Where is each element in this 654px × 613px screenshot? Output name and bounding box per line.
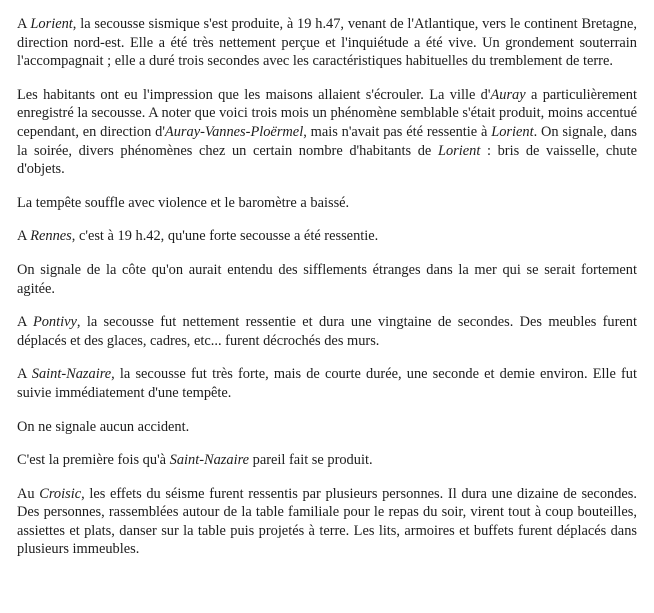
place-name: Rennes [30,228,72,245]
place-name: Saint-Nazaire [169,452,250,469]
text-run: pareil fait se produit. [249,452,373,469]
place-name: Lorient [437,142,481,159]
text-run: , c'est à 19 h.42, qu'une forte secousse a été ressentie. [71,228,379,245]
paragraph-aucun-accident [17,418,637,437]
text-run: . On signale, dans la soirée, divers phénomènes chez un certain nombre d'habitants de [17,123,637,159]
document-body [17,15,637,574]
place-name: Croisic [39,485,82,502]
text-run: Au [17,485,40,502]
paragraph-lorient [17,15,637,71]
text-run: , la secousse fut nettement ressentie et dura une vingtaine de secondes. Des meubles furent déplacés et des glaces, cadres, etc... furent décrochés des murs. [17,314,637,349]
paragraph-sifflements [17,261,637,298]
text-run: A [17,228,31,245]
text-run: La tempête souffle avec violence et le baromètre a baissé. [17,194,350,211]
text-run: A [17,366,32,383]
place-name: Saint-Nazaire [31,366,112,383]
paragraph-pontivy [17,313,637,350]
text-run: : bris de vaisselle, chute d'objets. [17,142,637,178]
paragraph-rennes [17,227,637,246]
place-name: Auray-Vannes-Ploërmel [164,123,304,140]
paragraph-saint-nazaire [17,365,637,402]
text-run: Les habitants ont eu l'impression que les maisons allaient s'écrouler. La ville d' [17,86,491,103]
paragraph-premiere-fois [17,451,637,470]
text-run: , la secousse fut très forte, mais de courte durée, une seconde et demie environ. Elle fut suivie immédiatement d'une tempête. [17,366,637,401]
text-run: A [17,314,33,331]
paragraph-tempete [17,194,637,213]
paragraph-croisic [17,485,637,559]
paragraph-auray [17,86,637,179]
text-run: a particulièrement enregistré la secousse. A noter que voici trois mois un phénomène semblable s'était produit, moins accentué cependant, en direction d' [17,86,637,140]
text-run: C'est la première fois qu'à [17,452,170,469]
place-name: Pontivy [32,314,77,331]
place-name: Lorient [30,16,73,32]
place-name: Lorient [491,123,534,140]
text-run: A [17,16,31,32]
text-run: , la secousse sismique s'est produite, à 19 h.47, venant de l'Atlantique, vers le continent Bretagne, direction nord-est. Elle a été très nettement perçue et l'inquiétude a été vive. Un grondement souterrain l'accompagnait ; elle a duré trois secondes avec les caractéristiques habituelles du tremblement de terre. [17,16,637,70]
text-run: On signale de la côte qu'on aurait entendu des sifflements étranges dans la mer qui se serait fortement agitée. [17,261,637,297]
text-run: On ne signale aucun accident. [17,418,190,435]
place-name: Auray [490,86,526,103]
text-run: , les effets du séisme furent ressentis par plusieurs personnes. Il dura une dizaine de secondes. Des personnes, rassemblées autour de la table familiale pour le repas du soir, virent tout à coup bouteilles, assiettes et plats, danser sur la table puis projetés à terre. Les lits, armoires et buffets furent déplacés dans plusieurs immeubles. [17,485,637,558]
text-run: , mais n'avait pas été ressentie à [303,123,492,140]
